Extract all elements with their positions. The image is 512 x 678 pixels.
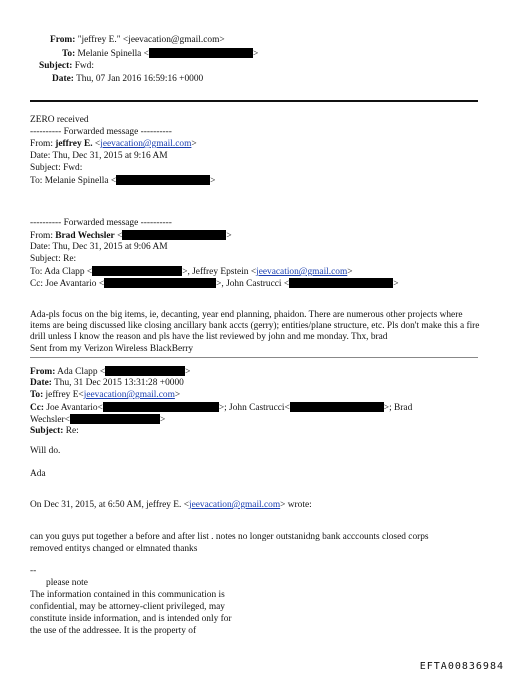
header-date-value: Thu, 07 Jan 2016 16:59:16 +0000 [76, 74, 204, 84]
quote-email[interactable]: jeevacation@gmail.com [189, 500, 281, 510]
disclaimer-line-1: The information contained in this communication is [30, 590, 225, 600]
reply-from-close: > [185, 367, 191, 377]
reply-date-value: Thu, 31 Dec 2015 13:31:28 +0000 [54, 378, 184, 388]
please-note: please note [46, 578, 88, 588]
reply-from-value: Ada Clapp < [57, 367, 106, 377]
fwd2-from-close: > [226, 231, 232, 241]
header-from-label: From: [50, 35, 76, 45]
fwd2-to-prefix: To: Ada Clapp < [30, 267, 93, 277]
reply-signature: Ada [30, 469, 46, 479]
redaction-bar [290, 402, 384, 412]
sent-from-line: Sent from my Verizon Wireless BlackBerry [30, 344, 194, 354]
reply-cc-wrap-name: Wechsler< [30, 415, 70, 425]
fwd1-intro: ZERO received [30, 115, 89, 125]
fwd2-cc [30, 278, 398, 290]
header-to-close: > [252, 49, 259, 59]
reply-cc-label: Cc: [30, 403, 45, 413]
disclaimer-line-3: constitute inside information, and is intended only for [30, 614, 232, 624]
fwd1-from [30, 139, 197, 150]
fwd2-from-name: Brad Wechsler [55, 231, 115, 241]
reply-subject-value: Re: [65, 426, 79, 436]
fwd2-divider: ---------- Forwarded message ---------- [30, 218, 172, 228]
fwd1-to-close: > [210, 176, 216, 186]
redaction-bar [92, 266, 182, 276]
fwd1-from-prefix: From: [30, 139, 53, 149]
reply-cc-mid: >; John Castrucci< [218, 403, 290, 413]
reply-cc-wrap-end: > [159, 415, 166, 425]
disclaimer-line-4: the use of the addressee. It is the property of [30, 626, 197, 636]
reply-cc-wrap [30, 414, 165, 426]
header-to-label: To: [62, 49, 76, 59]
fwd2-from [30, 230, 232, 242]
reply-cc-end: >; Brad [383, 403, 413, 413]
fwd1-from-email[interactable]: jeevacation@gmail.com [100, 139, 192, 149]
fwd2-to-mid: >, Jeffrey Epstein < [182, 267, 257, 277]
redaction-bar [103, 402, 219, 412]
fwd2-from-lt: < [117, 231, 123, 241]
reply-body: Will do. [30, 446, 61, 456]
header-to-name: Melanie Spinella < [77, 49, 149, 59]
fwd2-subject: Subject: Re: [30, 254, 77, 264]
reply-subject-row [30, 426, 79, 437]
fwd1-subject: Subject: Fwd: [30, 163, 83, 173]
redaction-bar [122, 230, 226, 240]
reply-to-close: > [174, 390, 181, 400]
fwd2-from-prefix: From: [30, 231, 53, 241]
fwd1-from-lt: < [94, 139, 101, 149]
quote-on-suffix: > wrote: [280, 500, 312, 510]
redaction-bar [70, 414, 160, 424]
fwd1-divider: ---------- Forwarded message ---------- [30, 127, 172, 137]
reply-to-email[interactable]: jeevacation@gmail.com [83, 390, 175, 400]
disclaimer-line-2: confidential, may be attorney-client privileged, may [30, 602, 225, 612]
reply-subject-label: Subject: [30, 426, 64, 436]
fwd2-cc-prefix: Cc: Joe Avantario < [30, 279, 105, 289]
reply-date-label: Date: [30, 378, 52, 388]
header-divider [30, 100, 478, 102]
header-from-email: <jeevacation@gmail.com> [122, 35, 225, 45]
quote-line-1: can you guys put together a before and after list . notes no longer outstanidng bank acccounts closed corps [30, 532, 429, 542]
page-id: EFTA00836984 [419, 661, 504, 672]
fwd2-date: Date: Thu, Dec 31, 2015 at 9:06 AM [30, 242, 168, 252]
reply-cc-value: Joe Avantario< [46, 403, 103, 413]
quote-on-prefix: On Dec 31, 2015, at 6:50 AM, jeffrey E. < [30, 500, 189, 510]
header-subject-label: Subject: [39, 61, 73, 71]
fwd2-to-email[interactable]: jeevacation@gmail.com [256, 267, 348, 277]
redaction-bar [105, 366, 185, 376]
fwd2-cc-end: > [393, 279, 399, 289]
body-paragraph: Ada-pls focus on the big items, ie, decanting, year end planning, phaidon. There are numerous other projects where items are being discussed like closing ancillary bank accts (gerry); entities/plane structure, etc. Pls don't make this a fire drill unless I know the reason and pls have the list reviewed by john and me monday. Thx, brad [30, 310, 480, 342]
redaction-bar [116, 175, 210, 185]
header-subject-row [39, 61, 94, 72]
fwd1-to [30, 175, 215, 187]
header-to-row [62, 48, 258, 60]
reply-from-row [30, 366, 190, 378]
redaction-bar [149, 48, 253, 58]
quote-attribution [30, 500, 312, 511]
reply-date-row [30, 378, 184, 389]
fwd2-to-end: > [347, 267, 353, 277]
header-date-label: Date: [52, 74, 74, 84]
reply-from-label: From: [30, 367, 56, 377]
fwd2-cc-mid: >, John Castrucci < [216, 279, 290, 289]
fwd2-to [30, 266, 353, 278]
header-date-row [52, 74, 203, 85]
sig-dash: -- [30, 566, 37, 576]
reply-divider [30, 357, 478, 358]
reply-to-value: jeffrey E< [45, 390, 84, 400]
fwd1-from-gt: > [191, 139, 197, 149]
reply-to-label: To: [30, 390, 44, 400]
fwd1-date: Date: Thu, Dec 31, 2015 at 9:16 AM [30, 151, 168, 161]
header-subject-value: Fwd: [74, 61, 94, 71]
quote-line-2: removed entitys changed or elmnated thanks [30, 544, 198, 554]
reply-to-row [30, 390, 180, 401]
fwd1-from-name: jeffrey E. [55, 139, 93, 149]
fwd1-to-prefix: To: Melanie Spinella < [30, 176, 117, 186]
redaction-bar [289, 278, 393, 288]
reply-cc-row [30, 402, 412, 414]
header-from-name: "jeffrey E." [77, 35, 121, 45]
header-from-row [50, 35, 225, 46]
redaction-bar [104, 278, 216, 288]
